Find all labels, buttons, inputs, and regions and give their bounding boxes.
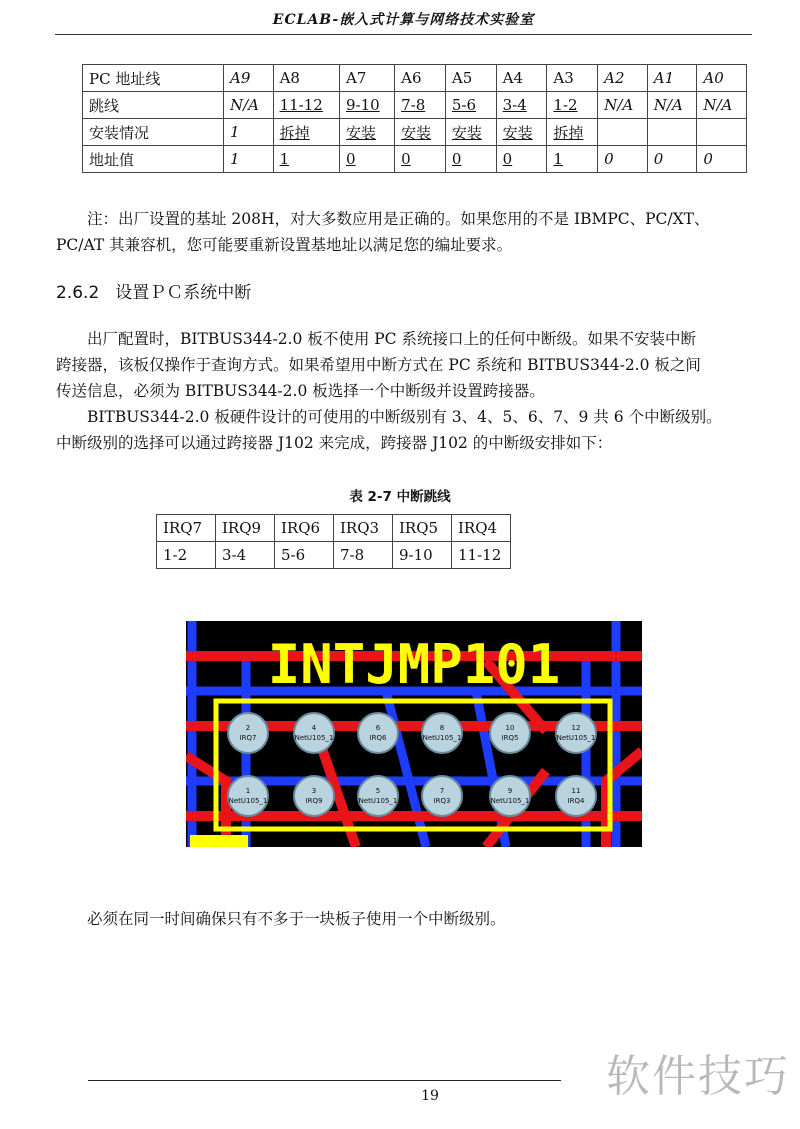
table-cell: 7-8 xyxy=(395,92,446,119)
pin-label: IRQ4 xyxy=(567,797,585,805)
irq-value-row xyxy=(157,542,511,569)
table-cell: A8 xyxy=(273,65,339,92)
table-cell: 0 xyxy=(395,146,446,173)
table-cell: A3 xyxy=(547,65,598,92)
pin-pad xyxy=(490,713,530,753)
table-cell: 0 xyxy=(598,146,648,173)
irq-header-cell: IRQ5 xyxy=(393,515,452,542)
watermark: 软件技巧 xyxy=(606,1051,790,1102)
pin-label: IRQ3 xyxy=(433,797,451,805)
table-cell: 拆掉 xyxy=(273,119,339,146)
pin-label: NetU105_1 xyxy=(228,797,268,805)
pin-pad xyxy=(294,713,334,753)
table-cell: A6 xyxy=(395,65,446,92)
pin-pad xyxy=(422,776,462,816)
irq-header-cell: IRQ4 xyxy=(452,515,511,542)
paragraph-1 xyxy=(56,326,776,404)
table-cell: N/A xyxy=(598,92,648,119)
pcb-pin xyxy=(228,776,268,816)
table-cell: 1 xyxy=(273,146,339,173)
pcb-pin xyxy=(490,713,530,753)
table-cell: 0 xyxy=(496,146,547,173)
pin-label: IRQ9 xyxy=(305,797,323,805)
pin-label: NetU105_1 xyxy=(422,734,462,742)
irq-value-cell: 5-6 xyxy=(275,542,334,569)
pcb-pin xyxy=(358,713,398,753)
table-cell: 0 xyxy=(697,146,747,173)
pin-number: 4 xyxy=(311,724,317,732)
table-cell: 1 xyxy=(224,146,274,173)
table-cell: N/A xyxy=(224,92,274,119)
table-cell: 9-10 xyxy=(339,92,394,119)
pin-label: IRQ5 xyxy=(501,734,519,742)
pin-label: NetU105_1 xyxy=(294,734,334,742)
pin-number: 12 xyxy=(571,724,581,732)
table-cell: A4 xyxy=(496,65,547,92)
note-paragraph xyxy=(56,206,776,258)
irq-value-cell: 9-10 xyxy=(393,542,452,569)
pin-pad xyxy=(358,713,398,753)
pin-pad xyxy=(490,776,530,816)
irq-value-cell: 1-2 xyxy=(157,542,216,569)
paragraph-1-line-1: 出厂配置时，BITBUS344-2.0 板不使用 PC 系统接口上的任何中断级。如果不安装中断 xyxy=(87,330,696,348)
table-cell: 安装 xyxy=(445,119,496,146)
irq-header-cell: IRQ3 xyxy=(334,515,393,542)
pcb-title: INTJMP101 xyxy=(267,633,561,696)
table-cell: A7 xyxy=(339,65,394,92)
pcb-pin xyxy=(556,776,596,816)
pin-number: 8 xyxy=(439,724,445,732)
table-cell: 拆掉 xyxy=(547,119,598,146)
table-cell xyxy=(598,119,648,146)
pin-number: 11 xyxy=(571,787,581,795)
pin-pad xyxy=(294,776,334,816)
table-cell: A5 xyxy=(445,65,496,92)
table-cell: 1 xyxy=(547,146,598,173)
pin-pad xyxy=(228,713,268,753)
table-cell: 1-2 xyxy=(547,92,598,119)
row-label: 安装情况 xyxy=(83,119,224,146)
irq-header-cell: IRQ7 xyxy=(157,515,216,542)
irq-value-cell: 7-8 xyxy=(334,542,393,569)
paragraph-2-line-2: 中断级别的选择可以通过跨接器 J102 来完成，跨接器 J102 的中断级安排如下： xyxy=(56,434,613,452)
pcb-pin xyxy=(228,713,268,753)
table-cell: 安装 xyxy=(395,119,446,146)
note-line-2: PC/AT 其兼容机，您可能要重新设置基地址以满足您的编址要求。 xyxy=(56,236,513,254)
row-label: PC 地址线 xyxy=(83,65,224,92)
table-cell: 11-12 xyxy=(273,92,339,119)
pin-number: 1 xyxy=(245,787,251,795)
irq-table xyxy=(156,514,511,569)
irq-header-cell: IRQ6 xyxy=(275,515,334,542)
paragraph-1-line-3: 传送信息，必须为 BITBUS344-2.0 板选择一个中断级并设置跨接器。 xyxy=(56,382,545,400)
pin-number: 7 xyxy=(439,787,445,795)
pcb-drawing xyxy=(186,621,642,847)
page-header: ECLAB-嵌入式计算与网络技术实验室 xyxy=(55,8,752,35)
pin-number: 5 xyxy=(375,787,381,795)
table-cell: N/A xyxy=(647,92,697,119)
paragraph-2-line-1: BITBUS344-2.0 板硬件设计的可使用的中断级别有 3、4、5、6、7、9 共 6 个中断级别。 xyxy=(87,408,722,426)
pin-pad xyxy=(422,713,462,753)
pin-label: NetU105_1 xyxy=(490,797,530,805)
row-label: 跳线 xyxy=(83,92,224,119)
pcb-pin xyxy=(358,776,398,816)
pcb-jumper-image xyxy=(186,621,642,847)
closing-paragraph xyxy=(56,906,776,932)
section-title: 设置ＰＣ系统中断 xyxy=(115,283,252,303)
note-line-1: 注：出厂设置的基址 208H，对大多数应用是正确的。如果您用的不是 IBMPC、PC/XT、 xyxy=(87,210,710,228)
pin-number: 2 xyxy=(245,724,251,732)
address-table-row xyxy=(83,119,747,146)
irq-value-cell: 3-4 xyxy=(216,542,275,569)
table-cell: 1 xyxy=(224,119,274,146)
table-cell: A9 xyxy=(224,65,274,92)
table-cell: 0 xyxy=(647,146,697,173)
table-cell xyxy=(697,119,747,146)
pin-label: IRQ6 xyxy=(369,734,387,742)
pcb-pin xyxy=(294,713,334,753)
pin-label: IRQ7 xyxy=(239,734,257,742)
pcb-pin xyxy=(422,776,462,816)
closing-line: 必须在同一时间确保只有不多于一块板子使用一个中断级别。 xyxy=(87,910,506,928)
paragraph-1-line-2: 跨接器，该板仅操作于查询方式。如果希望用中断方式在 PC 系统和 BITBUS344-2.0 板之间 xyxy=(56,356,701,374)
pcb-pin xyxy=(422,713,462,753)
paragraph-2 xyxy=(56,404,776,456)
table-cell: 安装 xyxy=(339,119,394,146)
table-cell: 0 xyxy=(445,146,496,173)
pin-number: 6 xyxy=(375,724,381,732)
pin-pad xyxy=(228,776,268,816)
address-table-row xyxy=(83,65,747,92)
pin-label: NetU105_1 xyxy=(358,797,398,805)
table-cell: A0 xyxy=(697,65,747,92)
irq-table-caption: 表 2-7 中断跳线 xyxy=(349,489,451,505)
pin-number: 3 xyxy=(311,787,317,795)
address-table xyxy=(82,64,747,173)
table-cell: 0 xyxy=(339,146,394,173)
pcb-pin xyxy=(556,713,596,753)
table-cell: 安装 xyxy=(496,119,547,146)
section-heading xyxy=(56,278,267,303)
table-cell: 3-4 xyxy=(496,92,547,119)
page-number: 19 xyxy=(421,1088,439,1104)
pcb-edge-marker xyxy=(190,835,248,847)
table-cell: N/A xyxy=(697,92,747,119)
table-cell: A1 xyxy=(647,65,697,92)
row-label: 地址值 xyxy=(83,146,224,173)
irq-header-cell: IRQ9 xyxy=(216,515,275,542)
pin-pad xyxy=(556,713,596,753)
table-cell: 5-6 xyxy=(445,92,496,119)
address-table-row xyxy=(83,146,747,173)
irq-value-cell: 11-12 xyxy=(452,542,511,569)
pcb-pin xyxy=(490,776,530,816)
irq-header-row xyxy=(157,515,511,542)
section-number: 2.6.2 xyxy=(56,283,100,303)
pin-number: 9 xyxy=(507,787,513,795)
pin-pad xyxy=(556,776,596,816)
address-table-row xyxy=(83,92,747,119)
pin-pad xyxy=(358,776,398,816)
table-cell: A2 xyxy=(598,65,648,92)
pcb-pin xyxy=(294,776,334,816)
pin-number: 10 xyxy=(505,724,515,732)
pin-label: NetU105_1 xyxy=(556,734,596,742)
footer-rule xyxy=(88,1080,561,1081)
table-cell xyxy=(647,119,697,146)
